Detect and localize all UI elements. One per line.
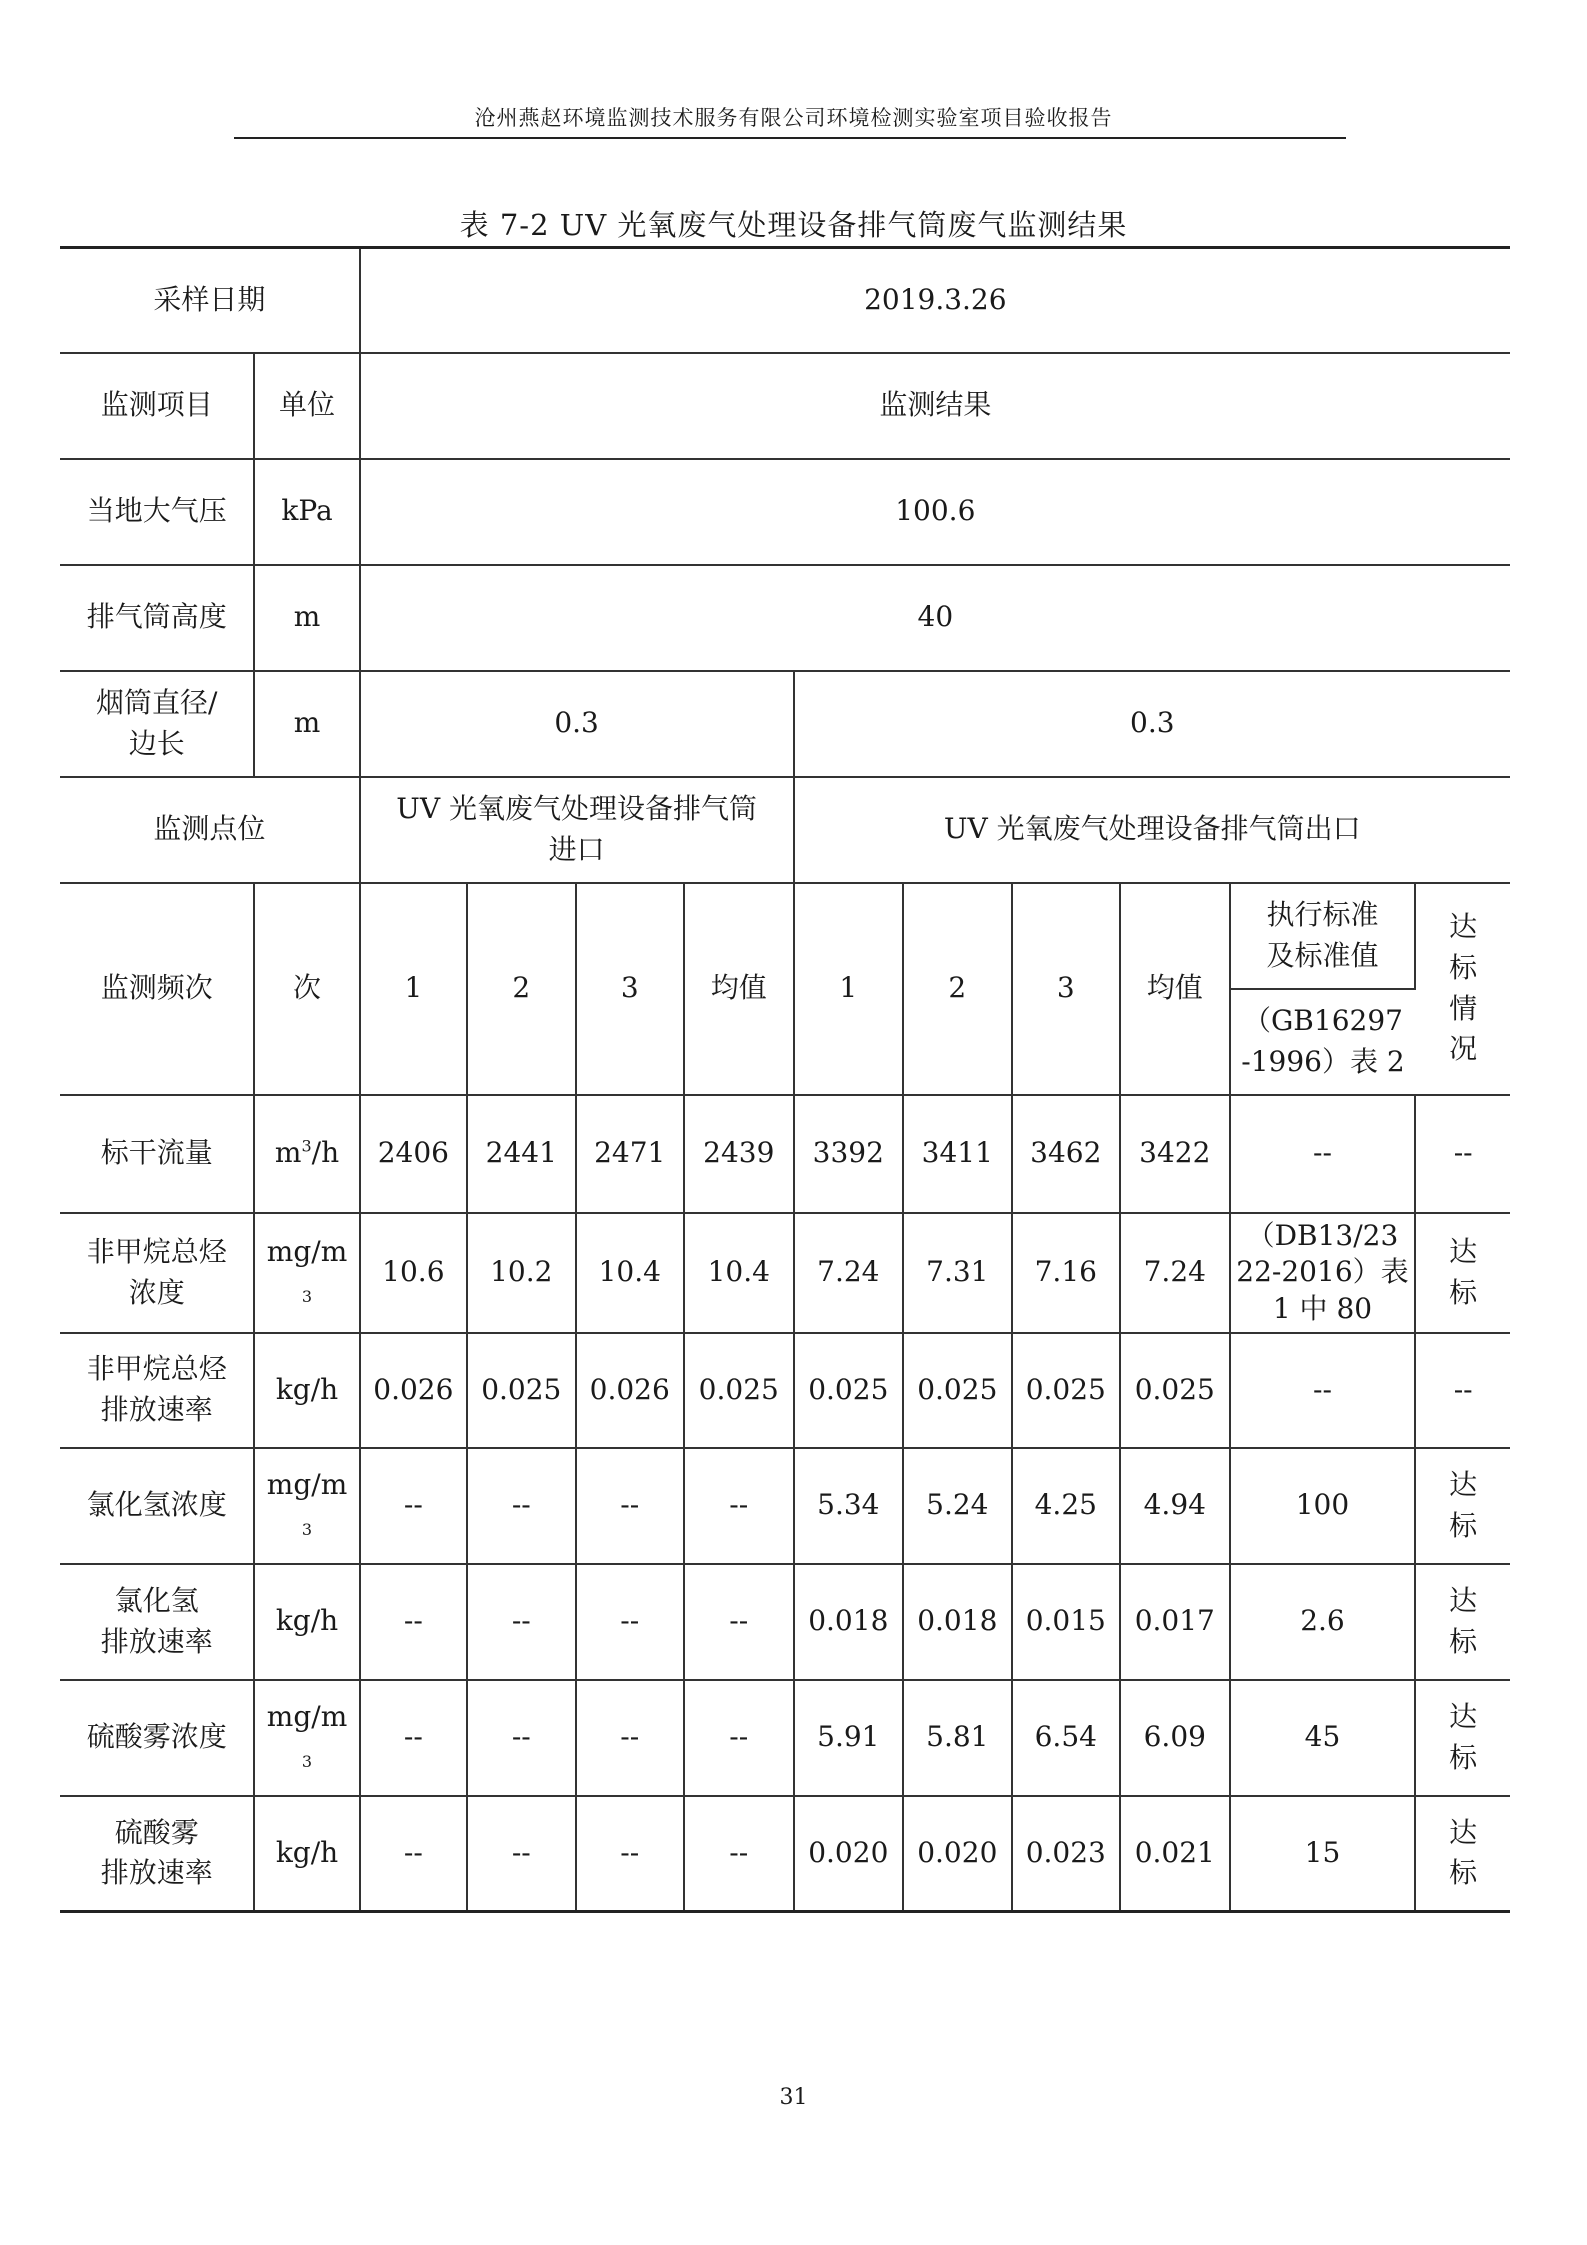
standard-label-line-2: 及标准值 xyxy=(1266,938,1379,972)
value-cell: -- xyxy=(360,1680,467,1796)
value-cell: 0.025 xyxy=(1120,1333,1230,1448)
value-cell: 0.015 xyxy=(1012,1564,1120,1680)
value-cell: 0.018 xyxy=(794,1564,904,1680)
diameter-label xyxy=(60,671,254,777)
frequency-inlet-3: 3 xyxy=(576,883,684,1095)
row-name: 硫酸雾浓度 xyxy=(60,1680,254,1796)
value-cell: -- xyxy=(576,1564,684,1680)
standard-value: 45 xyxy=(1230,1680,1416,1796)
report-header: 沧州燕赵环境监测技术服务有限公司环境检测实验室项目验收报告 xyxy=(474,106,1113,130)
value-cell: -- xyxy=(576,1796,684,1912)
frequency-inlet-2: 2 xyxy=(467,883,575,1095)
table-row xyxy=(60,1448,1510,1564)
value-cell: 5.24 xyxy=(903,1448,1011,1564)
value-cell: 4.25 xyxy=(1012,1448,1120,1564)
value-cell: 0.025 xyxy=(903,1333,1011,1448)
row-unit: kg/h xyxy=(254,1564,359,1680)
value-cell: 2471 xyxy=(576,1095,684,1213)
diameter-label-line-1: 烟筒直径/ xyxy=(95,685,218,719)
stack-height-label: 排气筒高度 xyxy=(60,565,254,671)
row-name: 硫酸雾 排放速率 xyxy=(60,1796,254,1912)
monitoring-point-row xyxy=(60,777,1510,883)
value-cell: 0.023 xyxy=(1012,1796,1120,1912)
table-row xyxy=(60,1333,1510,1448)
pressure-label: 当地大气压 xyxy=(60,459,254,565)
value-cell: 5.81 xyxy=(903,1680,1011,1796)
stack-height-value: 40 xyxy=(360,565,1510,671)
value-cell: 0.018 xyxy=(903,1564,1011,1680)
value-cell: -- xyxy=(467,1796,575,1912)
frequency-outlet-3: 3 xyxy=(1012,883,1120,1095)
frequency-unit: 次 xyxy=(254,883,359,1095)
standard-label xyxy=(1230,883,1416,989)
row-name: 非甲烷总烃 浓度 xyxy=(60,1213,254,1333)
value-cell: 0.026 xyxy=(576,1333,684,1448)
page-number: 31 xyxy=(779,2085,808,2110)
pressure-value: 100.6 xyxy=(360,459,1510,565)
value-cell: -- xyxy=(467,1448,575,1564)
pressure-unit: kPa xyxy=(254,459,359,565)
value-cell: 10.2 xyxy=(467,1213,575,1333)
value-cell: 2439 xyxy=(684,1095,794,1213)
value-cell: 2406 xyxy=(360,1095,467,1213)
standard-value: 15 xyxy=(1230,1796,1416,1912)
point-label: 监测点位 xyxy=(60,777,360,883)
frequency-label: 监测频次 xyxy=(60,883,254,1095)
value-cell: 10.4 xyxy=(684,1213,794,1333)
header-divider xyxy=(234,137,1346,139)
value-cell: 10.6 xyxy=(360,1213,467,1333)
row-name: 非甲烷总烃 排放速率 xyxy=(60,1333,254,1448)
value-cell: -- xyxy=(576,1448,684,1564)
compliance-value: -- xyxy=(1415,1095,1510,1213)
value-cell: 0.017 xyxy=(1120,1564,1230,1680)
value-cell: 0.026 xyxy=(360,1333,467,1448)
value-cell: 5.91 xyxy=(794,1680,904,1796)
standard-reference xyxy=(1230,989,1416,1095)
standard-value: （DB13/23 22-2016）表 1 中 80 xyxy=(1230,1213,1416,1333)
table-caption: 表 7-2 UV 光氧废气处理设备排气筒废气监测结果 xyxy=(459,208,1128,242)
standard-value: 2.6 xyxy=(1230,1564,1416,1680)
compliance-value: 达 标 xyxy=(1415,1564,1510,1680)
value-cell: 3462 xyxy=(1012,1095,1120,1213)
value-cell: 3392 xyxy=(794,1095,904,1213)
table-row xyxy=(60,1564,1510,1680)
value-cell: 6.09 xyxy=(1120,1680,1230,1796)
compliance-label-char-3: 情 xyxy=(1449,991,1478,1025)
value-cell: 0.021 xyxy=(1120,1796,1230,1912)
frequency-inlet-1: 1 xyxy=(360,883,467,1095)
compliance-value: -- xyxy=(1415,1333,1510,1448)
value-cell: 0.025 xyxy=(1012,1333,1120,1448)
stack-height-row xyxy=(60,565,1510,671)
standard-reference-line-1: （GB16297 xyxy=(1242,1003,1403,1037)
compliance-label xyxy=(1415,883,1510,1095)
monitoring-results-table xyxy=(60,246,1510,1913)
value-cell: -- xyxy=(684,1680,794,1796)
value-cell: 7.16 xyxy=(1012,1213,1120,1333)
row-name: 氯化氢浓度 xyxy=(60,1448,254,1564)
compliance-label-char-2: 标 xyxy=(1449,950,1478,984)
stack-height-unit: m xyxy=(254,565,359,671)
row-unit: mg/m 3 xyxy=(254,1213,359,1333)
value-cell: 0.025 xyxy=(794,1333,904,1448)
diameter-row xyxy=(60,671,1510,777)
row-unit: kg/h xyxy=(254,1796,359,1912)
compliance-value: 达 标 xyxy=(1415,1213,1510,1333)
table-row xyxy=(60,1796,1510,1912)
compliance-value: 达 标 xyxy=(1415,1448,1510,1564)
value-cell: -- xyxy=(684,1564,794,1680)
row-unit: mg/m 3 xyxy=(254,1680,359,1796)
compliance-label-char-4: 况 xyxy=(1449,1032,1478,1066)
value-cell: 3411 xyxy=(903,1095,1011,1213)
value-cell: 0.025 xyxy=(467,1333,575,1448)
value-cell: -- xyxy=(684,1448,794,1564)
unit-label: 单位 xyxy=(254,353,359,459)
result-label: 监测结果 xyxy=(360,353,1510,459)
row-unit: kg/h xyxy=(254,1333,359,1448)
sampling-date-label: 采样日期 xyxy=(60,248,360,353)
value-cell: 0.020 xyxy=(794,1796,904,1912)
value-cell: 6.54 xyxy=(1012,1680,1120,1796)
standard-value: -- xyxy=(1230,1095,1416,1213)
frequency-inlet-mean: 均值 xyxy=(684,883,794,1095)
sampling-date-value: 2019.3.26 xyxy=(360,248,1510,353)
value-cell: 7.31 xyxy=(903,1213,1011,1333)
sampling-date-row xyxy=(60,248,1510,353)
diameter-outlet: 0.3 xyxy=(794,671,1510,777)
value-cell: 7.24 xyxy=(794,1213,904,1333)
row-unit: $m^3/h$ xyxy=(254,1095,359,1213)
table-row xyxy=(60,1213,1510,1333)
frequency-row-top xyxy=(60,883,1510,989)
diameter-label-line-2: 边长 xyxy=(128,726,185,760)
standard-reference-line-2: -1996）表 2 xyxy=(1241,1044,1405,1078)
inlet-label-line-2: 进口 xyxy=(548,832,605,866)
row-unit: mg/m 3 xyxy=(254,1448,359,1564)
standard-label-line-1: 执行标准 xyxy=(1266,897,1379,931)
pressure-row xyxy=(60,459,1510,565)
inlet-label-line-1: UV 光氧废气处理设备排气筒 xyxy=(396,791,757,825)
value-cell: -- xyxy=(467,1564,575,1680)
value-cell: 7.24 xyxy=(1120,1213,1230,1333)
compliance-label-char-1: 达 xyxy=(1449,910,1478,944)
standard-value: 100 xyxy=(1230,1448,1416,1564)
value-cell: -- xyxy=(360,1564,467,1680)
value-cell: 3422 xyxy=(1120,1095,1230,1213)
value-cell: -- xyxy=(684,1796,794,1912)
compliance-value: 达 标 xyxy=(1415,1680,1510,1796)
table-row xyxy=(60,1680,1510,1796)
value-cell: -- xyxy=(360,1448,467,1564)
compliance-value: 达 标 xyxy=(1415,1796,1510,1912)
frequency-outlet-1: 1 xyxy=(794,883,904,1095)
value-cell: 2441 xyxy=(467,1095,575,1213)
standard-value: -- xyxy=(1230,1333,1416,1448)
diameter-inlet: 0.3 xyxy=(360,671,794,777)
inlet-label xyxy=(360,777,794,883)
item-label: 监测项目 xyxy=(60,353,254,459)
header-row xyxy=(60,353,1510,459)
frequency-outlet-2: 2 xyxy=(903,883,1011,1095)
value-cell: 5.34 xyxy=(794,1448,904,1564)
value-cell: -- xyxy=(467,1680,575,1796)
row-name: 氯化氢 排放速率 xyxy=(60,1564,254,1680)
outlet-label: UV 光氧废气处理设备排气筒出口 xyxy=(794,777,1510,883)
table-row xyxy=(60,1095,1510,1213)
value-cell: -- xyxy=(360,1796,467,1912)
value-cell: 4.94 xyxy=(1120,1448,1230,1564)
value-cell: 0.020 xyxy=(903,1796,1011,1912)
frequency-outlet-mean: 均值 xyxy=(1120,883,1230,1095)
value-cell: -- xyxy=(576,1680,684,1796)
value-cell: 0.025 xyxy=(684,1333,794,1448)
diameter-unit: m xyxy=(254,671,359,777)
row-name: 标干流量 xyxy=(60,1095,254,1213)
value-cell: 10.4 xyxy=(576,1213,684,1333)
